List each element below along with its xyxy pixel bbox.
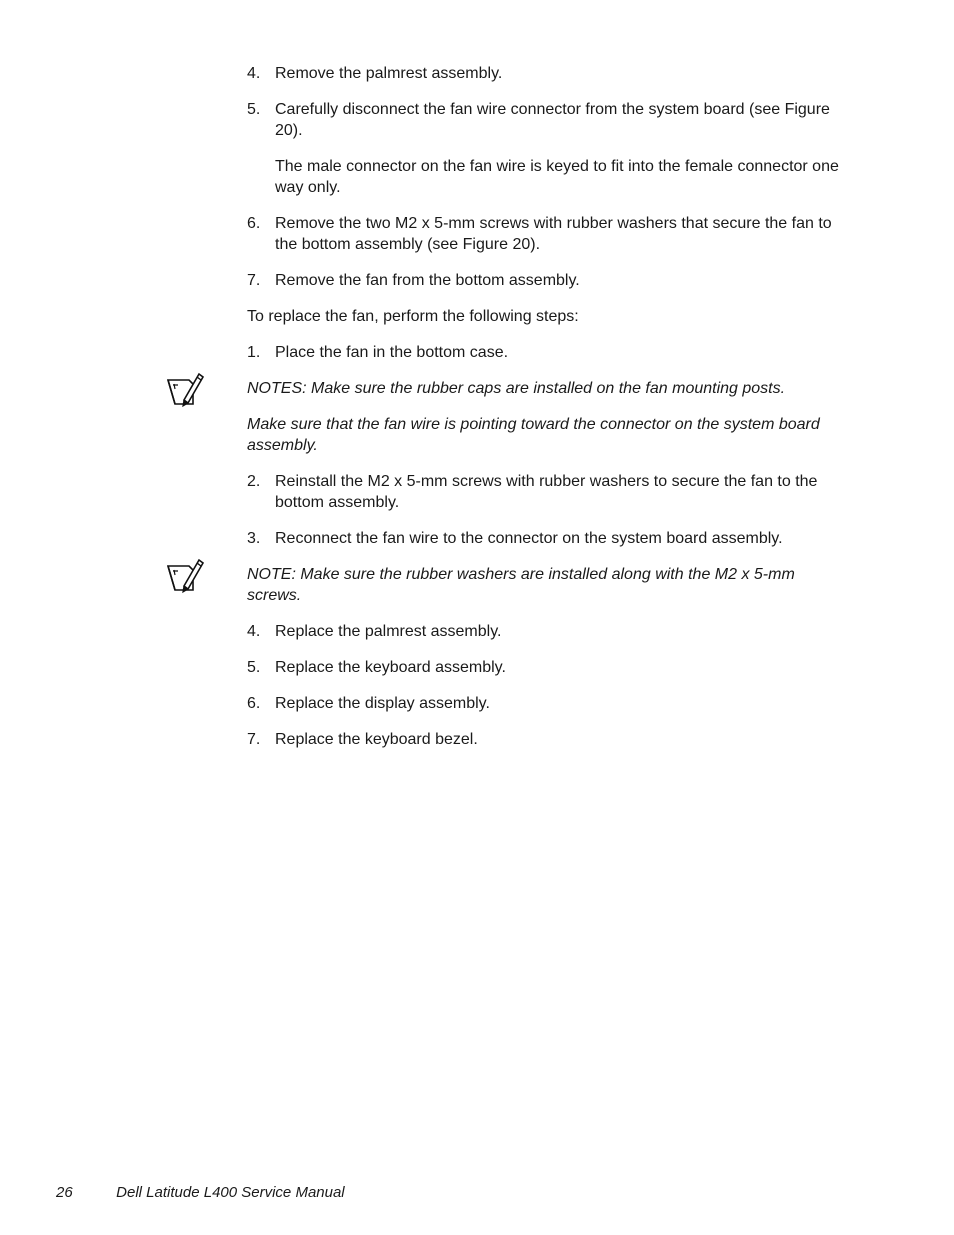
step-replace-bezel <box>247 729 847 750</box>
step-text: Remove the two M2 x 5-mm screws with rubber washers that secure the fan to the bottom assembly (see Figure 20). <box>275 215 832 253</box>
step-number: 7. <box>247 272 261 289</box>
step-place-fan <box>247 342 847 363</box>
content-area <box>247 63 847 765</box>
step-text: Replace the display assembly. <box>275 695 490 712</box>
step-number: 2. <box>247 473 261 490</box>
step-number: 7. <box>247 731 261 748</box>
replace-intro: To replace the fan, perform the following steps: <box>247 308 579 325</box>
step-number: 3. <box>247 530 261 547</box>
note-text: NOTES: Make sure the rubber caps are installed on the fan mounting posts. <box>247 380 786 397</box>
step-replace-display <box>247 693 847 714</box>
step-reconnect-wire <box>247 528 847 549</box>
note-text: NOTE: Make sure the rubber washers are installed along with the M2 x 5-mm screws. <box>247 566 795 604</box>
step-number: 1. <box>247 344 261 361</box>
step-replace-palmrest <box>247 621 847 642</box>
note-block <box>247 564 847 606</box>
step-number: 5. <box>247 101 261 118</box>
step-remove-fan <box>247 270 847 291</box>
step-number: 4. <box>247 623 261 640</box>
note-pencil-icon <box>165 556 205 596</box>
notes-block <box>247 378 847 399</box>
step-number: 6. <box>247 215 261 232</box>
detail-text: The male connector on the fan wire is keyed to fit into the female connector one way only. <box>275 158 839 196</box>
step-text: Remove the palmrest assembly. <box>275 65 503 82</box>
step-text: Place the fan in the bottom case. <box>275 344 509 361</box>
step-text: Replace the palmrest assembly. <box>275 623 502 640</box>
step-disconnect-fan-wire <box>247 99 847 141</box>
step-remove-palmrest <box>247 63 847 84</box>
notes-continuation <box>247 414 847 456</box>
step-text: Remove the fan from the bottom assembly. <box>275 272 580 289</box>
step-text: Replace the keyboard assembly. <box>275 659 506 676</box>
step-text: Reinstall the M2 x 5-mm screws with rubber washers to secure the fan to the bottom assembly. <box>275 473 818 511</box>
step-text: Reconnect the fan wire to the connector on the system board assembly. <box>275 530 783 547</box>
manual-title: Dell Latitude L400 Service Manual <box>116 1184 345 1201</box>
note-pencil-icon <box>165 370 205 410</box>
step-number: 4. <box>247 65 261 82</box>
page-number: 26 <box>56 1184 73 1201</box>
step-text: Carefully disconnect the fan wire connector from the system board (see Figure 20). <box>275 101 830 139</box>
step-reinstall-screws <box>247 471 847 513</box>
step-detail-paragraph <box>247 156 847 198</box>
step-replace-keyboard <box>247 657 847 678</box>
step-number: 5. <box>247 659 261 676</box>
step-text: Replace the keyboard bezel. <box>275 731 478 748</box>
step-number: 6. <box>247 695 261 712</box>
note-text: Make sure that the fan wire is pointing toward the connector on the system board assembly. <box>247 416 820 454</box>
step-remove-screws <box>247 213 847 255</box>
page-footer <box>56 1184 345 1201</box>
